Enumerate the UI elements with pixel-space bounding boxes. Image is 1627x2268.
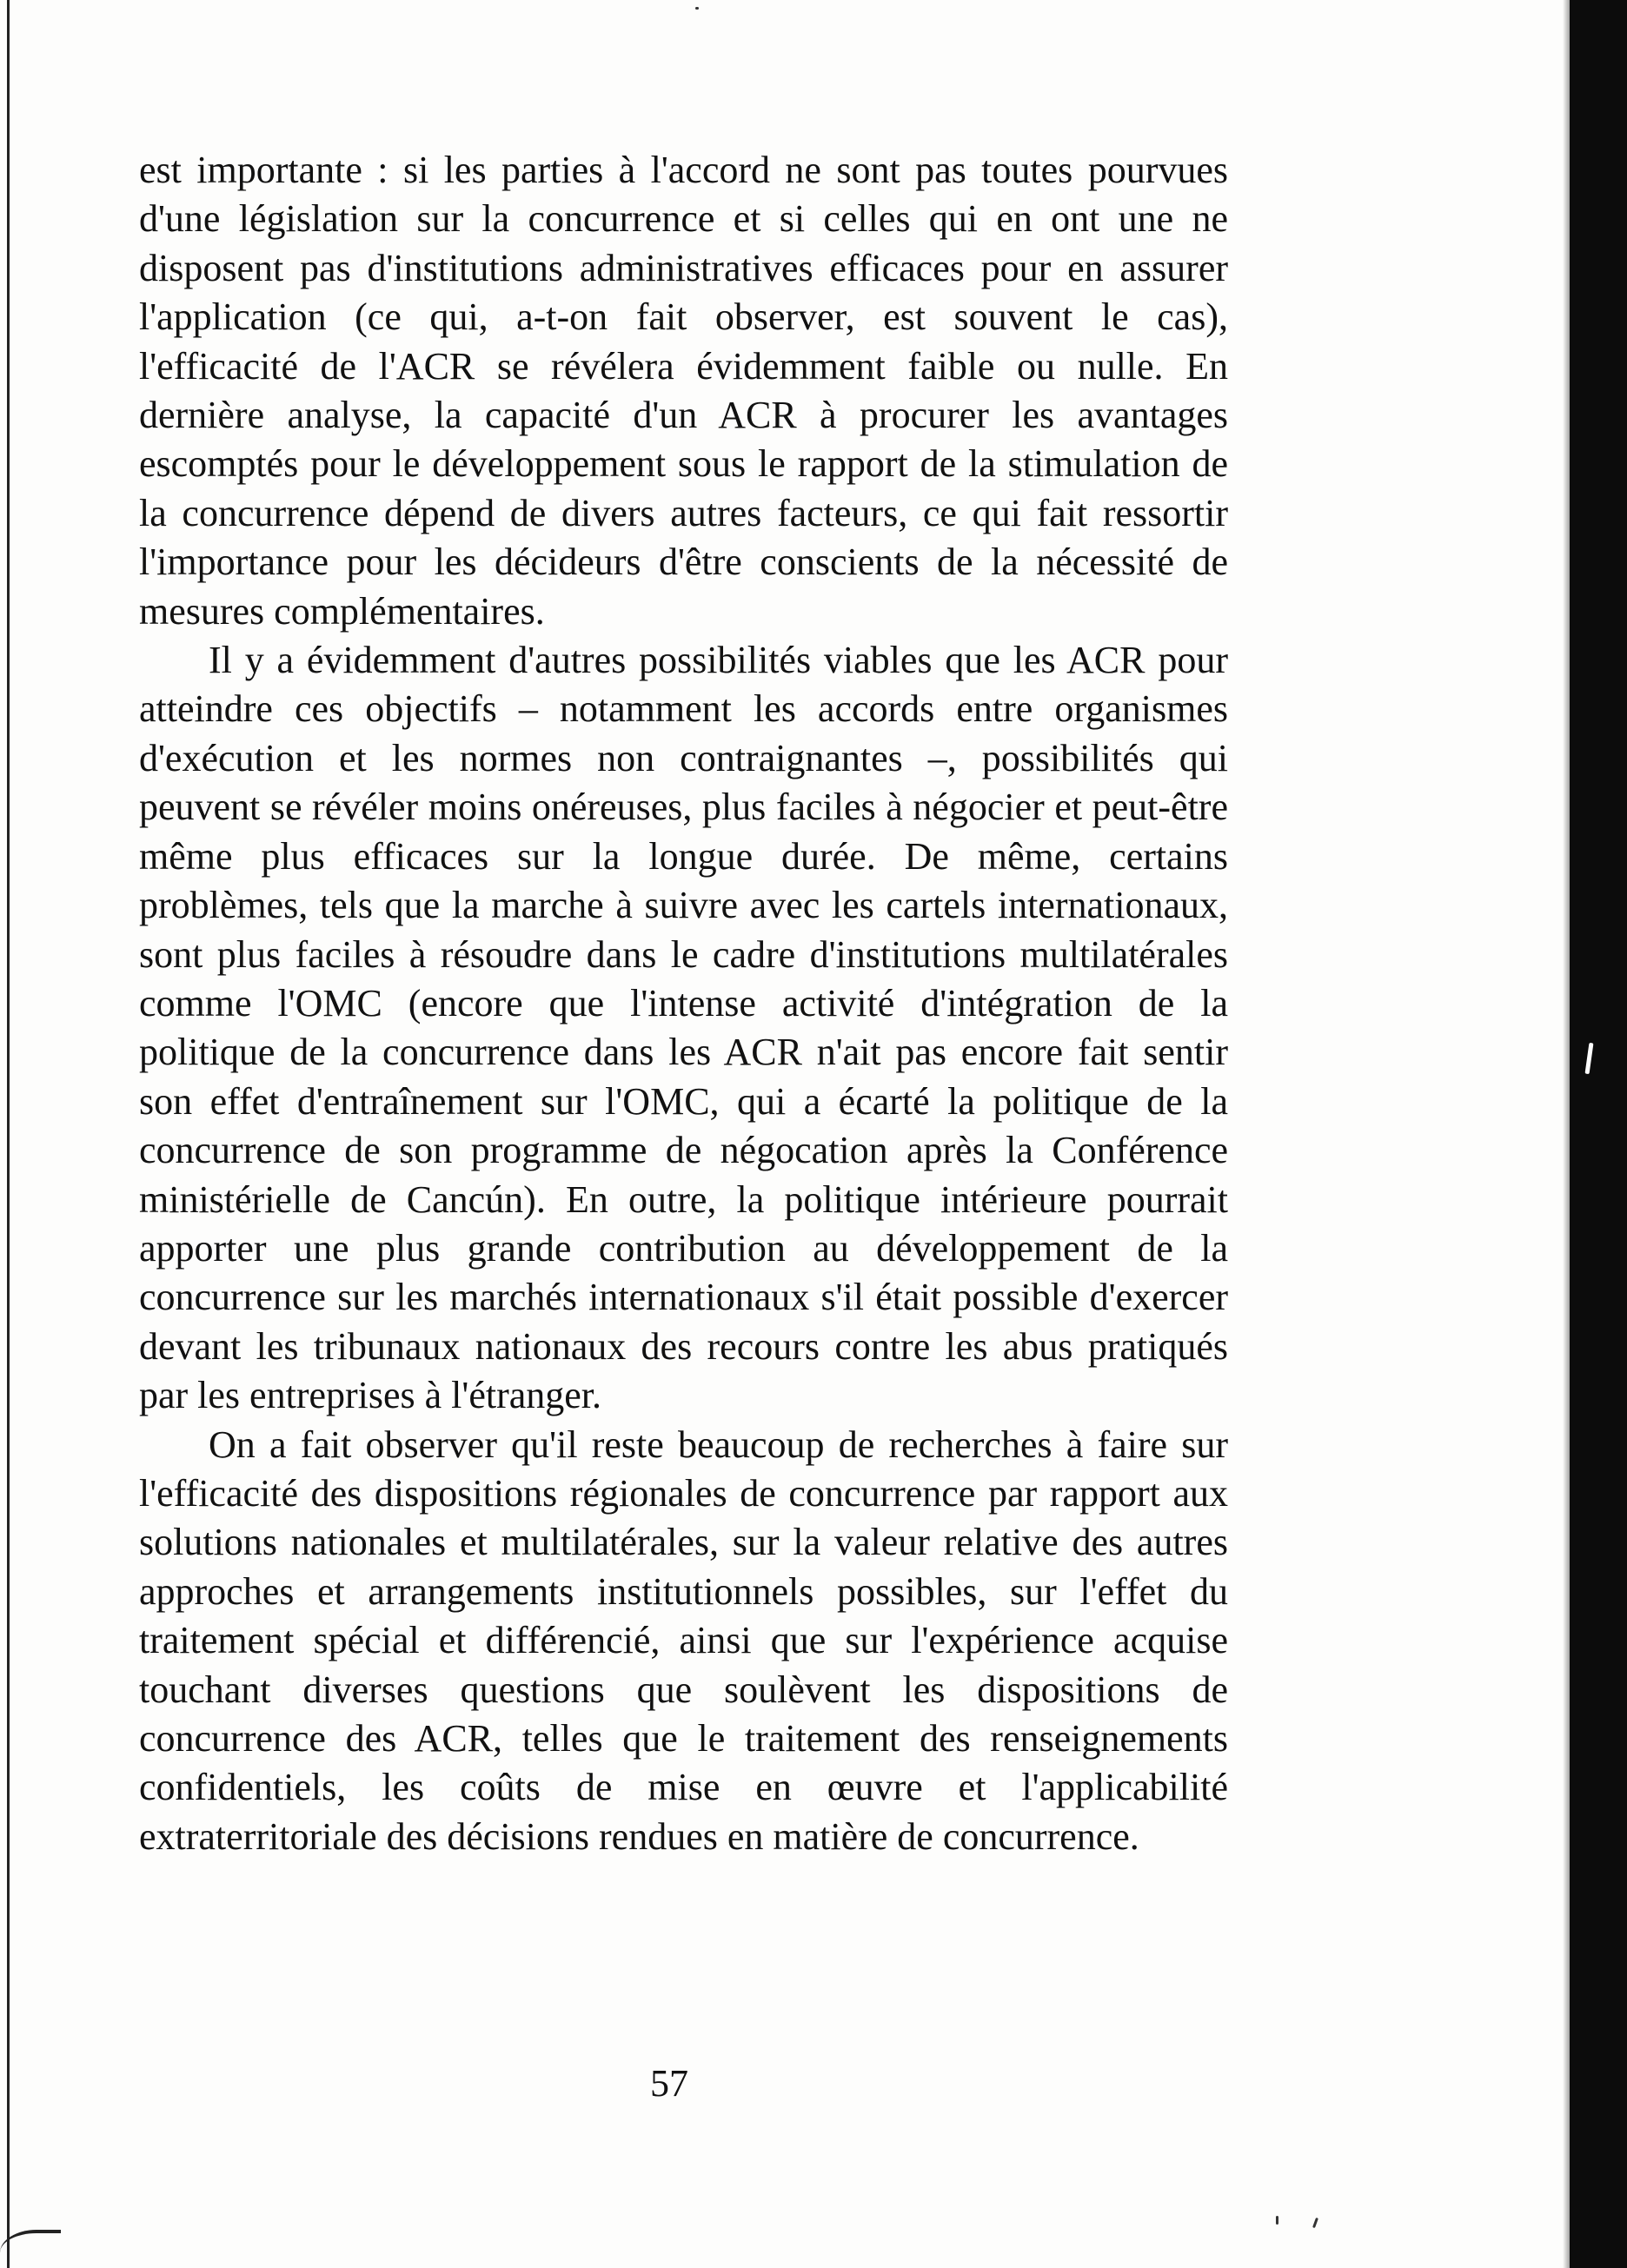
page-shadow — [1563, 0, 1570, 2268]
paragraph: est importante : si les parties à l'accord ne sont pas toutes pourvues d'une législation sur la concurrence et si celles qui en ont une ne disposent pas d'institutions administratives efficaces pour en assurer l'application (ce qui, a-t-on fait observer, est souvent le cas), l'efficacité de l'ACR se révélera évidemment faible ou nulle. En dernière analyse, la capacité d'un ACR à procurer les avantages escomptés pour le développement sous le rapport de la stimulation de la concurrence dépend de divers autres facteurs, ce qui fait ressortir l'importance pour les décideurs d'être conscients de la nécessité de mesures complémentaires. — [139, 149, 1228, 633]
scan-speck — [1312, 2218, 1318, 2228]
scanner-edge — [1570, 0, 1627, 2268]
paragraph: Il y a évidemment d'autres possibilités viables que les ACR pour atteindre ces objectifs – notamment les accords entre organismes d'exécution et les normes non contraignantes –, possibilités qui peuvent se révéler moins onéreuses, plus faciles à négocier et peut-être même plus efficaces sur la longue durée. De même, certains problèmes, tels que la marche à suivre avec les cartels internationaux, sont plus faciles à résoudre dans le cadre d'institutions multilatérales comme l'OMC (encore que l'intense activité d'intégration de la politique de la concurrence dans les ACR n'ait pas encore fait sentir son effet d'entraînement sur l'OMC, qui a écarté la politique de la concurrence de son programme de négocation après la Conférence ministérielle de Cancún). En outre, la politique intérieure pourrait apporter une plus grande contribution au développement de la concurrence sur les marchés internationaux s'il était possible d'exercer devant les tribunaux nationaux des recours contre les abus pratiqués par les entreprises à l'étranger. — [139, 639, 1228, 1417]
body-text — [139, 146, 1228, 1861]
scan-speck — [695, 7, 699, 10]
paragraph: On a fait observer qu'il reste beaucoup de recherches à faire sur l'efficacité des dispositions régionales de concurrence par rapport aux solutions nationales et multilatérales, sur la valeur relative des autres approches et arrangements institutionnels possibles, sur l'effet du traitement spécial et différencié, ainsi que sur l'expérience acquise touchant diverses questions que soulèvent les dispositions de concurrence des ACR, telles que le traitement des renseignements confidentiels, les coûts de mise en œuvre et l'applicabilité extraterritoriale des décisions rendues en matière de concurrence. — [139, 1422, 1228, 1858]
scan-speck — [1276, 2216, 1278, 2225]
binding-edge — [7, 0, 10, 2268]
page-number: 57 — [650, 2062, 688, 2105]
